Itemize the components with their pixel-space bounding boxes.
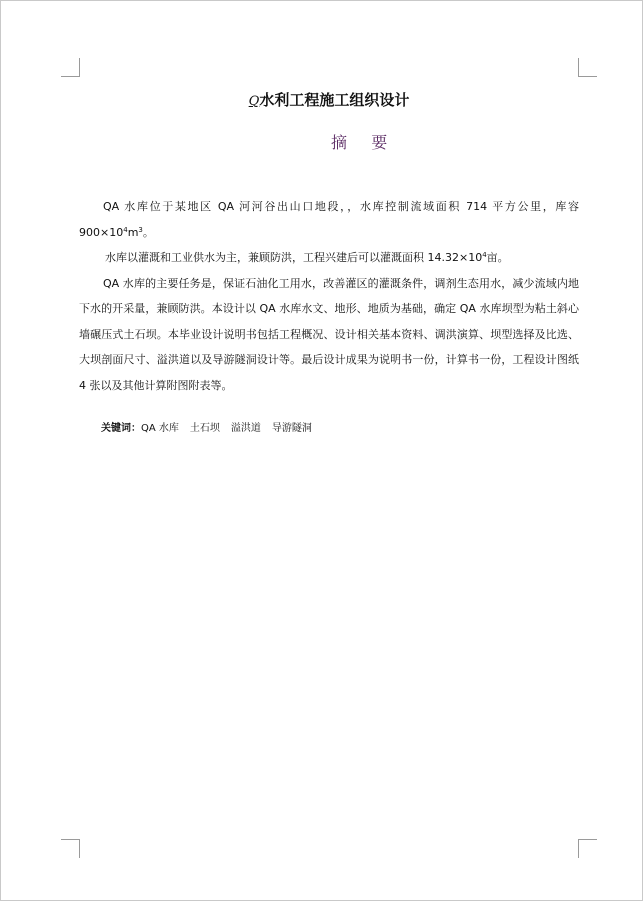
paragraph-2-text: 水库以灌溉和工业供水为主，兼顾防洪，工程兴建后可以灌溉面积 14.32×10 [105,251,483,264]
paragraph-1-exponent: 4 [123,225,128,234]
abstract-body [79,194,579,398]
keywords-label: 关键词： [101,423,141,434]
keyword-item: 导游隧洞 [271,423,312,434]
paragraph-1-text: QA 水库位于某地区 QA 河河谷出山口地段，，水库控制流域面积 714 平方公里，库容 900×10 [79,200,579,239]
paragraph-1-unit-exponent: 3 [138,225,143,234]
paragraph-3-text: QA 水库的主要任务是，保证石油化工用水，改善灌区的灌溉条件，调剂生态用水，减少流域内地下水的开采量，兼顾防洪。本设计以 QA 水库水文、地形、地质为基础，确定 QA 水库坝型为粘土斜心墙碾压式土石坝。本毕业设计说明书包括工程概况、设计相关基本资料、调洪演算、坝型选择及比选、大坝剖面尺寸、溢洪道以及导游隧洞设计等。最后设计成果为说明书一份，计算书一份，工程设计图纸 4 张以及其他计算附图附表等。 [79,276,579,392]
crop-mark-top-right [578,58,597,77]
paragraph-3 [79,271,579,399]
crop-mark-top-left [61,58,80,77]
title-prefix: Q [248,94,260,109]
keyword-item: 土石坝 [189,423,220,434]
paragraph-1 [79,194,579,245]
paragraph-1-end: 。 [142,225,154,239]
abstract-heading: 摘 要 [331,133,397,152]
document-title [79,89,579,113]
keyword-item: QA 水库 [141,423,179,434]
paragraph-2-exponent: 4 [482,251,487,259]
keyword-item: 溢洪道 [230,423,261,434]
paragraph-2-end: 亩。 [486,251,509,264]
paragraph-2 [79,245,579,271]
crop-mark-bottom-right [578,839,597,858]
paragraph-1-unit: m [127,225,139,239]
crop-mark-bottom-left [61,839,80,858]
keywords-line [101,420,323,438]
title-text: 水利工程施工组织设计 [259,91,410,109]
